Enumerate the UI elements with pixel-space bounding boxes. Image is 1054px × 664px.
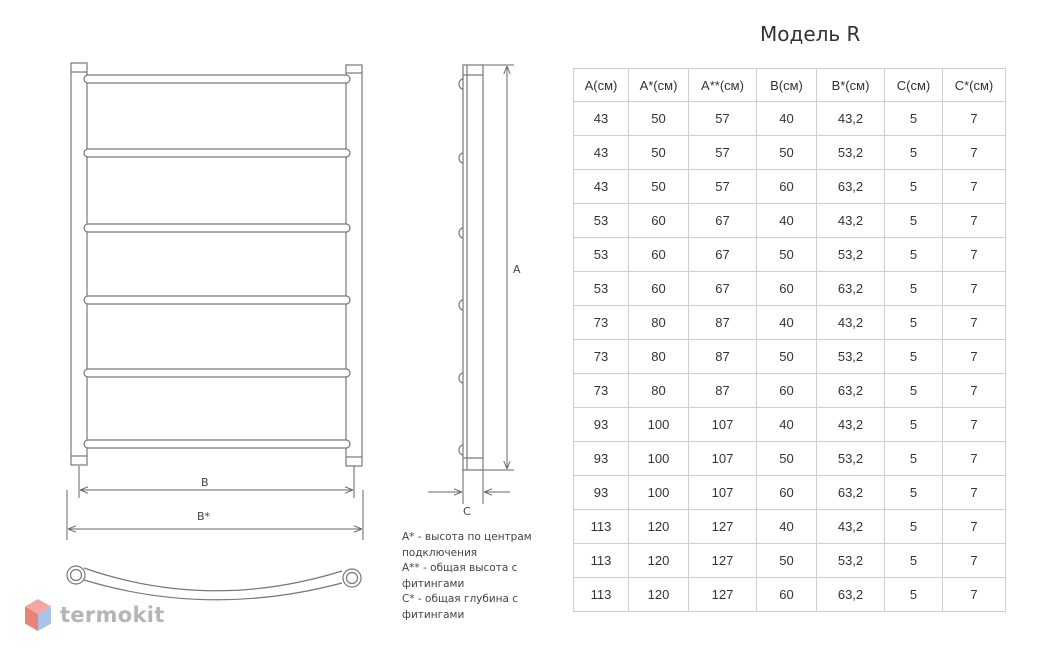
table-cell: 73 [574,340,629,374]
table-cell: 107 [689,442,757,476]
table-cell: 80 [629,374,689,408]
crossbar [84,224,350,232]
table-row [574,136,1006,170]
legend-line: подключения [402,546,478,559]
table-cell: 113 [574,578,629,612]
crossbars [84,75,350,448]
model-title: Модель R [760,22,861,46]
table-cell: 43,2 [817,408,885,442]
table-cell: 5 [885,170,943,204]
table-cell: 73 [574,374,629,408]
legend-line: A** - общая высота с [402,562,518,574]
table-cell: 60 [757,374,817,408]
table-cell: 7 [943,442,1006,476]
table-cell: 87 [689,306,757,340]
table-cell: 53 [574,238,629,272]
table-cell: 7 [943,204,1006,238]
table-cell: 50 [757,544,817,578]
table-cell: 107 [689,476,757,510]
legend [402,530,562,623]
label-a: A [513,263,521,276]
table-cell: 57 [689,170,757,204]
table-cell: 7 [943,408,1006,442]
table-row [574,170,1006,204]
table-cell: 80 [629,340,689,374]
dimension-b-star [67,490,363,540]
table-cell: 60 [757,578,817,612]
crossbar [84,296,350,304]
table-cell: 7 [943,306,1006,340]
table-cell: 5 [885,340,943,374]
crossbar [84,369,350,377]
table-cell: 7 [943,374,1006,408]
table-cell: 100 [629,408,689,442]
table-cell: 7 [943,272,1006,306]
table-cell: 50 [757,136,817,170]
table-cell: 5 [885,408,943,442]
table-cell: 67 [689,204,757,238]
table-cell: 5 [885,476,943,510]
table-cell: 40 [757,408,817,442]
table-cell: 43 [574,102,629,136]
table-row [574,306,1006,340]
table-cell: 67 [689,272,757,306]
table-row [574,374,1006,408]
dimension-b [79,466,354,498]
table-cell: 7 [943,340,1006,374]
table-cell: 113 [574,544,629,578]
table-cell: 63,2 [817,578,885,612]
table-cell: 40 [757,204,817,238]
table-cell: 40 [757,102,817,136]
table-cell: 50 [757,442,817,476]
table-row [574,204,1006,238]
label-b: B [201,476,209,489]
top-view [67,566,361,600]
watermark [24,598,165,632]
table-cell: 7 [943,170,1006,204]
table-cell: 43,2 [817,306,885,340]
table-row [574,510,1006,544]
table-cell: 127 [689,544,757,578]
table-cell: 5 [885,578,943,612]
table-cell: 7 [943,102,1006,136]
table-cell: 60 [629,238,689,272]
specs-table [573,68,1006,612]
table-row [574,238,1006,272]
table-cell: 120 [629,544,689,578]
table-cell: 50 [757,340,817,374]
crossbar [84,149,350,157]
table-cell: 7 [943,578,1006,612]
column-header: A(см) [574,69,629,102]
crossbar [84,440,350,448]
table-cell: 87 [689,374,757,408]
table-row [574,578,1006,612]
table-cell: 43 [574,136,629,170]
column-header: B*(см) [817,69,885,102]
table-cell: 93 [574,476,629,510]
table-cell: 120 [629,578,689,612]
table-row [574,544,1006,578]
table-cell: 63,2 [817,476,885,510]
crossbar [84,75,350,83]
table-cell: 7 [943,238,1006,272]
table-cell: 113 [574,510,629,544]
table-cell: 5 [885,442,943,476]
table-cell: 100 [629,476,689,510]
table-row [574,102,1006,136]
table-cell: 50 [757,238,817,272]
table-cell: 5 [885,374,943,408]
table-cell: 53,2 [817,136,885,170]
table-cell: 7 [943,476,1006,510]
dimension-a [483,65,514,470]
table-row [574,442,1006,476]
table-cell: 50 [629,102,689,136]
table-cell: 60 [757,476,817,510]
table-cell: 7 [943,544,1006,578]
table-cell: 87 [689,340,757,374]
label-b-star: B* [197,510,211,523]
table-cell: 60 [757,170,817,204]
table-cell: 5 [885,136,943,170]
table-cell: 107 [689,408,757,442]
table-cell: 53 [574,204,629,238]
table-cell: 43 [574,170,629,204]
table-cell: 5 [885,238,943,272]
table-cell: 127 [689,578,757,612]
left-post [71,63,87,465]
table-cell: 5 [885,204,943,238]
table-cell: 53,2 [817,238,885,272]
table-cell: 63,2 [817,272,885,306]
table-cell: 40 [757,510,817,544]
front-view [71,63,362,466]
side-view [459,65,483,470]
table-cell: 57 [689,102,757,136]
table-cell: 5 [885,306,943,340]
column-header: A**(см) [689,69,757,102]
table-cell: 60 [629,272,689,306]
table-cell: 53,2 [817,442,885,476]
table-cell: 93 [574,442,629,476]
table-cell: 57 [689,136,757,170]
table-row [574,340,1006,374]
table-cell: 120 [629,510,689,544]
watermark-text: termokit [60,603,165,627]
legend-line: фитингами [402,577,465,590]
table-header-row [574,69,1006,102]
table-cell: 53 [574,272,629,306]
table-cell: 53,2 [817,340,885,374]
legend-line: фитингами [402,608,465,621]
legend-line: C* - общая глубина с [402,593,519,605]
table-cell: 7 [943,136,1006,170]
table-cell: 5 [885,102,943,136]
table-cell: 43,2 [817,204,885,238]
table-cell: 43,2 [817,102,885,136]
side-post [463,65,483,470]
legend-line: A* - высота по центрам [402,531,532,543]
table-cell: 5 [885,272,943,306]
table-cell: 63,2 [817,170,885,204]
table-cell: 73 [574,306,629,340]
table-row [574,476,1006,510]
table-cell: 5 [885,544,943,578]
table-cell: 127 [689,510,757,544]
table-cell: 5 [885,510,943,544]
column-header: C(см) [885,69,943,102]
table-cell: 100 [629,442,689,476]
table-cell: 53,2 [817,544,885,578]
table-cell: 80 [629,306,689,340]
column-header: B(см) [757,69,817,102]
dimension-c [428,470,510,504]
table-cell: 60 [629,204,689,238]
right-post [346,65,362,466]
table-cell: 50 [629,170,689,204]
column-header: C*(см) [943,69,1006,102]
table-cell: 60 [757,272,817,306]
table-cell: 40 [757,306,817,340]
table-cell: 67 [689,238,757,272]
label-c: C [463,505,471,518]
cube-logo-icon [24,598,52,632]
table-body [574,102,1006,612]
table-row [574,272,1006,306]
table-cell: 7 [943,510,1006,544]
table-cell: 43,2 [817,510,885,544]
table-cell: 63,2 [817,374,885,408]
table-row [574,408,1006,442]
table-cell: 93 [574,408,629,442]
column-header: A*(см) [629,69,689,102]
table-cell: 50 [629,136,689,170]
